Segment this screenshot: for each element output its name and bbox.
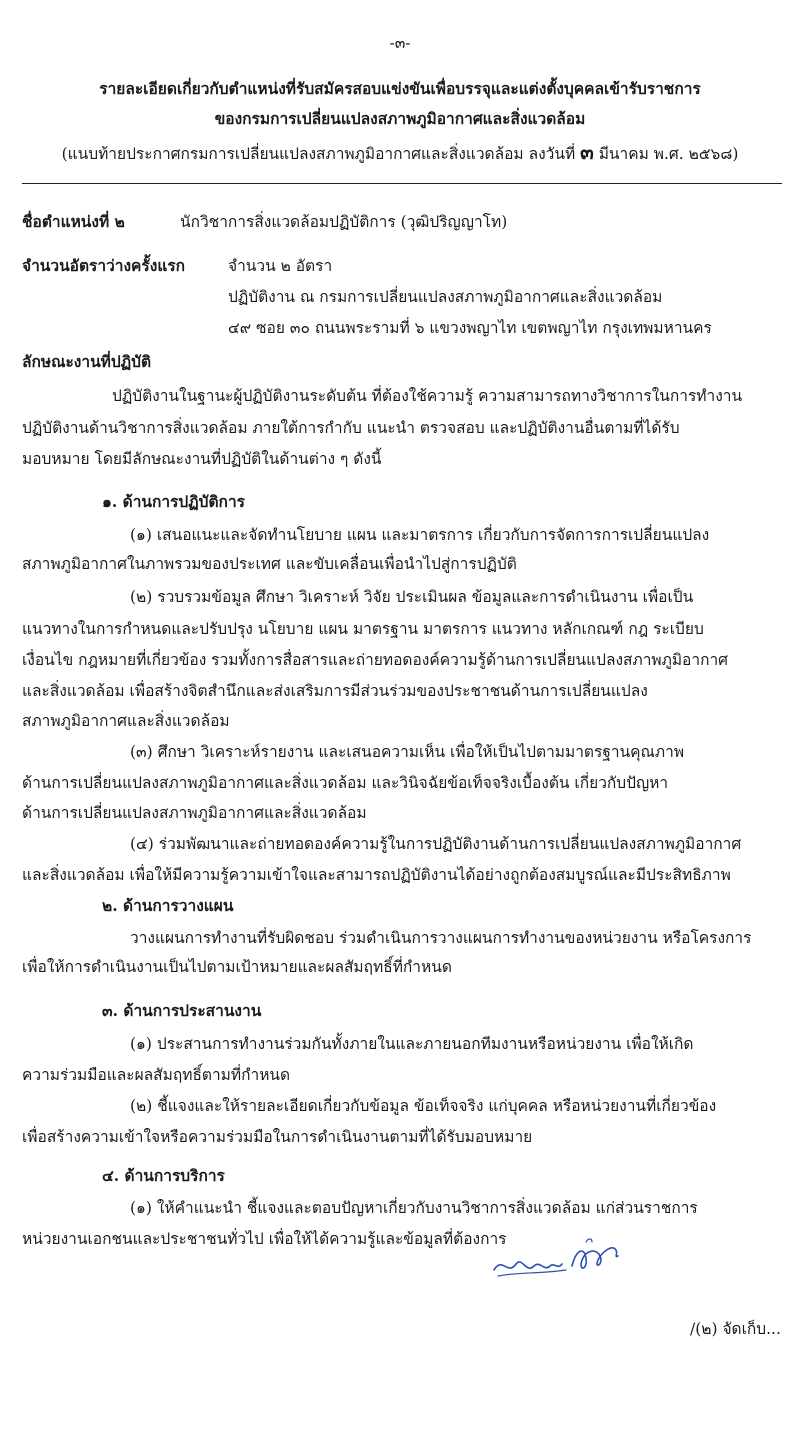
duties-intro-line: ปฏิบัติงานในฐานะผู้ปฏิบัติงานระดับต้น ที่ต้องใช้ความรู้ ความสามารถทางวิชาการในการทำงาน (112, 387, 743, 405)
section-1-line: (๑) เสนอแนะและจัดทำนโยบาย แผน และมาตรการ เกี่ยวกับการจัดการการเปลี่ยนแปลง (130, 526, 710, 544)
section-3-line: (๑) ประสานการทำงานร่วมกันทั้งภายในและภายนอกทีมงานหรือหน่วยงาน เพื่อให้เกิด (130, 1035, 694, 1053)
section-1-line: สภาพภูมิอากาศในภาพรวมของประเทศ และขับเคลื่อนเพื่อนำไปสู่การปฏิบัติ (22, 555, 517, 573)
section-1-line: แนวทางในการกำหนดและปรับปรุง นโยบาย แผน มาตรฐาน มาตรการ แนวทาง หลักเกณฑ์ กฎ ระเบียบ (22, 620, 704, 638)
section-1-line: (๔) ร่วมพัฒนาและถ่ายทอดองค์ความรู้ในการปฏิบัติงานด้านการเปลี่ยนแปลงสภาพภูมิอากาศ (130, 835, 742, 853)
page-number: -๓- (389, 34, 411, 52)
handwritten-signature (488, 1236, 638, 1286)
section-2-line: เพื่อให้การดำเนินงานเป็นไปตามเป้าหมายและผลสัมฤทธิ์ที่กำหนด (22, 958, 452, 976)
header-divider (22, 183, 782, 184)
continuation-marker: /(๒) จัดเก็บ... (690, 1320, 781, 1338)
section-1-line: และสิ่งแวดล้อม เพื่อสร้างจิตสำนึกและส่งเสริมการมีส่วนร่วมของประชาชนด้านการเปลี่ยนแปลง (22, 682, 648, 700)
section-2-title: ๒. ด้านการวางแผน (102, 896, 234, 915)
duties-intro-line: มอบหมาย โดยมีลักษณะงานที่ปฏิบัติในด้านต่าง ๆ ดังนี้ (22, 450, 382, 468)
section-1-line: (๓) ศึกษา วิเคราะห์รายงาน และเสนอความเห็น เพื่อให้เป็นไปตามมาตรฐานคุณภาพ (130, 743, 685, 761)
vacancy-count: จำนวน ๒ อัตรา (228, 257, 333, 275)
header-line-3-suffix: มีนาคม พ.ศ. ๒๕๖๘) (598, 145, 739, 163)
section-1-title: ๑. ด้านการปฏิบัติการ (102, 492, 245, 511)
section-4-line: (๑) ให้คำแนะนำ ชี้แจงและตอบปัญหาเกี่ยวกับงานวิชาการสิ่งแวดล้อม แก่ส่วนราชการ (130, 1199, 698, 1217)
section-2-line: วางแผนการทำงานที่รับผิดชอบ ร่วมดำเนินการวางแผนการทำงานของหน่วยงาน หรือโครงการ (130, 929, 752, 947)
section-1-line: เงื่อนไข กฎหมายที่เกี่ยวข้อง รวมทั้งการสื่อสารและถ่ายทอดองค์ความรู้ด้านการเปลี่ยนแปลงสภาพภูมิอากาศ (22, 651, 728, 669)
header-line-1: รายละเอียดเกี่ยวกับตำแหน่งที่รับสมัครสอบแข่งขันเพื่อบรรจุและแต่งตั้งบุคคลเข้ารับราชการ (99, 79, 701, 98)
position-value: นักวิชาการสิ่งแวดล้อมปฏิบัติการ (วุฒิปริญญาโท) (180, 213, 508, 231)
header-line-3 (0, 136, 800, 168)
section-1-line: สภาพภูมิอากาศและสิ่งแวดล้อม (22, 712, 230, 730)
section-1-line: (๒) รวบรวมข้อมูล ศึกษา วิเคราะห์ วิจัย ประเมินผล ข้อมูลและการดำเนินงาน เพื่อเป็น (130, 588, 694, 606)
duties-intro-line: ปฏิบัติงานด้านวิชาการสิ่งแวดล้อม ภายใต้การกำกับ แนะนำ ตรวจสอบ และปฏิบัติงานอื่นตามที่ได้รับ (22, 419, 680, 437)
section-3-line: (๒) ชี้แจงและให้รายละเอียดเกี่ยวกับข้อมูล ข้อเท็จจริง แก่บุคคล หรือหน่วยงานที่เกี่ยวข้อง (130, 1097, 717, 1115)
header-line-2: ของกรมการเปลี่ยนแปลงสภาพภูมิอากาศและสิ่งแวดล้อม (214, 109, 586, 128)
section-1-line: ด้านการเปลี่ยนแปลงสภาพภูมิอากาศและสิ่งแวดล้อม (22, 804, 367, 822)
vacancy-workplace: ปฏิบัติงาน ณ กรมการเปลี่ยนแปลงสภาพภูมิอากาศและสิ่งแวดล้อม (228, 288, 663, 306)
section-4-title: ๔. ด้านการบริการ (102, 1166, 225, 1185)
section-3-line: เพื่อสร้างความเข้าใจหรือความร่วมมือในการดำเนินงานตามที่ได้รับมอบหมาย (22, 1128, 533, 1146)
duties-heading: ลักษณะงานที่ปฏิบัติ (22, 352, 152, 371)
section-1-line: และสิ่งแวดล้อม เพื่อให้มีความรู้ความเข้าใจและสามารถปฏิบัติงานได้อย่างถูกต้องสมบูรณ์และมีประสิทธิภาพ (22, 866, 731, 884)
header-line-3-prefix: (แนบท้ายประกาศกรมการเปลี่ยนแปลงสภาพภูมิอากาศและสิ่งแวดล้อม ลงวันที่ (61, 145, 576, 163)
position-label: ชื่อตำแหน่งที่ ๒ (22, 212, 125, 231)
header-date-day: ๓ (580, 140, 594, 164)
vacancy-address: ๔๙ ซอย ๓๐ ถนนพระรามที่ ๖ แขวงพญาไท เขตพญาไท กรุงเทพมหานคร (228, 319, 712, 337)
section-4-line: หน่วยงานเอกชนและประชาชนทั่วไป เพื่อให้ได้ความรู้และข้อมูลที่ต้องการ (22, 1230, 507, 1248)
vacancy-label: จำนวนอัตราว่างครั้งแรก (22, 256, 186, 275)
section-1-line: ด้านการเปลี่ยนแปลงสภาพภูมิอากาศและสิ่งแวดล้อม และวินิจฉัยข้อเท็จจริงเบื้องต้น เกี่ยวกับปัญหา (22, 774, 669, 792)
section-3-line: ความร่วมมือและผลสัมฤทธิ์ตามที่กำหนด (22, 1066, 291, 1084)
section-3-title: ๓. ด้านการประสานงาน (102, 1001, 262, 1020)
